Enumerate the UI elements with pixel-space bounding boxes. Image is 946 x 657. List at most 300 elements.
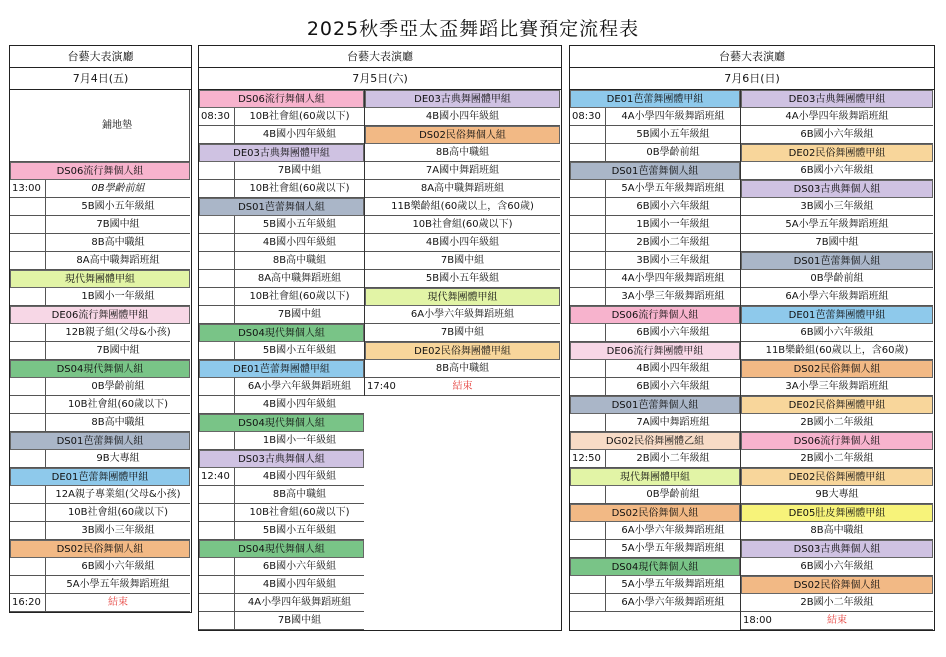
category-header: DS01芭蕾舞個人組	[10, 432, 190, 450]
group-cell: 7B國中組	[96, 345, 140, 356]
schedule-row	[365, 162, 560, 180]
schedule-row	[199, 342, 364, 360]
category-header: DS04現代舞個人組	[570, 558, 740, 576]
group-cell: 3B國小三年級組	[800, 201, 874, 212]
schedule-row	[365, 252, 560, 270]
category-header: DE01芭蕾舞團體甲組	[741, 306, 933, 324]
schedule-row	[570, 360, 740, 378]
schedule-row	[10, 504, 190, 522]
schedule-row	[199, 234, 364, 252]
group-cell: 5B國小五年級組	[425, 273, 500, 284]
group-cell: 5A小學五年級舞蹈班組	[621, 579, 725, 590]
time-divider	[605, 594, 606, 611]
schedule-row	[570, 378, 740, 396]
category-header: DS06流行舞個人組	[10, 162, 190, 180]
schedule-row	[741, 558, 933, 576]
time-divider	[45, 180, 46, 197]
schedule-row	[365, 180, 560, 198]
day1-panel	[9, 45, 192, 613]
group-cell: 10B社會組(60歲以下)	[249, 183, 350, 194]
time-divider	[45, 234, 46, 251]
schedule-row	[199, 576, 364, 594]
time-divider	[605, 234, 606, 251]
category-header: DS02民俗舞個人組	[570, 504, 740, 522]
time-divider	[45, 198, 46, 215]
schedule-row	[741, 594, 933, 612]
category-header: DE03古典舞團體甲組	[199, 144, 364, 162]
group-cell: 6A小學六年級舞蹈班組	[247, 381, 352, 392]
category-header: DE02民俗舞團體甲組	[741, 396, 933, 414]
group-cell: 7B國中組	[440, 327, 485, 338]
end-row	[365, 378, 560, 396]
schedule-row	[570, 198, 740, 216]
group-cell: 5B國小五年級組	[81, 201, 155, 212]
time-divider	[234, 594, 235, 611]
time-divider	[234, 108, 235, 125]
group-cell: 9B大專組	[815, 489, 859, 500]
schedule-row	[10, 576, 190, 594]
group-cell: 8B高中職組	[272, 255, 327, 266]
group-cell: 6A小學六年級舞蹈班組	[410, 309, 515, 320]
schedule-row	[10, 414, 190, 432]
time-divider	[234, 252, 235, 269]
group-cell: 2B國小二年級組	[800, 417, 874, 428]
day2-date: 7月5日(六)	[199, 68, 561, 90]
schedule-row	[10, 324, 190, 342]
time-divider	[45, 486, 46, 503]
schedule-row	[570, 540, 740, 558]
group-cell: 8A高中職舞蹈班組	[76, 255, 160, 266]
category-header: DS01芭蕾舞個人組	[199, 198, 364, 216]
schedule-row	[741, 522, 933, 540]
schedule-row	[10, 180, 190, 198]
category-header: DS02民俗舞個人組	[741, 576, 933, 594]
group-cell: 8B高中職組	[91, 237, 145, 248]
schedule-row	[199, 252, 364, 270]
time-divider	[234, 378, 235, 395]
category-header: DE01芭蕾舞團體甲組	[10, 468, 190, 486]
category-header: DS04現代舞個人組	[199, 540, 364, 558]
group-cell: 7B國中組	[96, 219, 140, 230]
group-cell: 12A親子專業組(父母&小孩)	[55, 489, 181, 500]
time-divider	[605, 198, 606, 215]
time-divider	[234, 180, 235, 197]
time-divider	[605, 126, 606, 143]
schedule-row	[365, 270, 560, 288]
time-divider	[234, 396, 235, 413]
schedule-row	[741, 270, 933, 288]
group-cell: 7B國中組	[815, 237, 859, 248]
day3-right-schedule	[740, 90, 933, 630]
schedule-row	[199, 612, 364, 630]
schedule-row	[741, 414, 933, 432]
group-cell: 7B國中組	[277, 165, 322, 176]
group-cell: 2B國小二年級組	[800, 597, 874, 608]
time-divider	[234, 288, 235, 305]
group-cell: 9B大專組	[96, 453, 140, 464]
schedule-row	[10, 216, 190, 234]
time-divider	[605, 522, 606, 539]
group-cell: 4A小學四年級舞蹈班組	[621, 111, 725, 122]
schedule-row	[10, 198, 190, 216]
group-cell: 8A高中職舞蹈班組	[420, 183, 505, 194]
end-label: 結束	[452, 381, 473, 392]
group-cell: 0B學齡前組	[91, 381, 145, 392]
schedule-row	[10, 450, 190, 468]
time-divider	[45, 288, 46, 305]
day3-left-schedule	[570, 90, 740, 612]
schedule-row	[741, 198, 933, 216]
group-cell: 10B社會組(60歲以下)	[67, 507, 169, 518]
group-cell: 4B國小四年級組	[262, 399, 337, 410]
group-cell: 4A小學四年級舞蹈班組	[785, 111, 889, 122]
category-header: DS06流行舞個人組	[199, 90, 364, 108]
schedule-row	[199, 180, 364, 198]
schedule-row	[570, 576, 740, 594]
group-cell: 6B國小六年級組	[800, 165, 874, 176]
category-header: DS02民俗舞個人組	[741, 360, 933, 378]
time-divider	[45, 558, 46, 575]
group-cell: 6B國小六年級組	[81, 561, 155, 572]
group-cell: 10B社會組(60歲以下)	[249, 291, 350, 302]
group-cell: 4B國小四年級組	[262, 237, 337, 248]
category-header: DS03古典舞個人組	[741, 540, 933, 558]
group-cell: 4B國小四年級組	[262, 129, 337, 140]
group-cell: 7A國中舞蹈班組	[636, 417, 710, 428]
group-cell: 10B社會組(60歲以下)	[249, 111, 350, 122]
end-row	[10, 594, 190, 612]
group-cell: 5B國小五年級組	[636, 129, 710, 140]
group-cell: 3B國小三年級組	[636, 255, 710, 266]
group-cell: 0B學齡前組	[646, 147, 700, 158]
time-divider	[605, 216, 606, 233]
group-cell: 6B國小六年級組	[800, 327, 874, 338]
schedule-row	[570, 414, 740, 432]
schedule-row	[365, 360, 560, 378]
time-divider	[45, 216, 46, 233]
schedule-row	[199, 396, 364, 414]
schedule-row	[741, 342, 933, 360]
schedule-row	[570, 288, 740, 306]
schedule-row	[570, 270, 740, 288]
category-header: DE01芭蕾舞團體甲組	[570, 90, 740, 108]
time-divider	[45, 594, 46, 611]
day3-venue: 台藝大表演廳	[570, 46, 934, 68]
category-header: DE03古典舞團體甲組	[365, 90, 560, 108]
group-cell: 8B高中職組	[91, 417, 145, 428]
time-divider	[605, 378, 606, 395]
time-divider	[605, 414, 606, 431]
schedule-row	[365, 108, 560, 126]
schedule-row	[10, 396, 190, 414]
time-divider	[45, 504, 46, 521]
time-divider	[234, 126, 235, 143]
category-header: DS01芭蕾舞個人組	[570, 396, 740, 414]
time-divider	[45, 252, 46, 269]
schedule-row	[570, 180, 740, 198]
day2-left-schedule	[199, 90, 364, 630]
schedule-row	[741, 108, 933, 126]
time-cell: 16:20	[12, 597, 41, 608]
group-cell: 4B國小四年級組	[636, 363, 710, 374]
time-divider	[234, 234, 235, 251]
schedule-row	[199, 432, 364, 450]
category-header: DS03古典舞個人組	[741, 180, 933, 198]
group-cell: 6A小學六年級舞蹈班組	[785, 291, 889, 302]
group-cell: 4B國小四年級組	[262, 471, 337, 482]
category-header: DE03古典舞團體甲組	[741, 90, 933, 108]
schedule-row	[10, 252, 190, 270]
group-cell: 0B學齡前組	[91, 183, 145, 194]
group-cell: 0B學齡前組	[810, 273, 864, 284]
group-cell: 1B國小一年級組	[81, 291, 155, 302]
schedule-row	[199, 108, 364, 126]
category-header: DS04現代舞個人組	[10, 360, 190, 378]
group-cell: 5A小學五年級舞蹈班組	[621, 543, 725, 554]
schedule-row	[570, 216, 740, 234]
group-cell: 6B國小六年級組	[800, 561, 874, 572]
time-divider	[234, 486, 235, 503]
time-divider	[234, 216, 235, 233]
end-label: 結束	[108, 597, 128, 608]
category-header: 現代舞團體甲組	[365, 288, 560, 306]
schedule-row	[741, 162, 933, 180]
time-divider	[45, 522, 46, 539]
category-header: DG02民俗舞團體乙組	[570, 432, 740, 450]
time-divider	[605, 324, 606, 341]
day1-date: 7月4日(五)	[10, 68, 191, 90]
time-cell: 18:00	[743, 615, 772, 626]
group-cell: 7B國中組	[277, 309, 322, 320]
time-divider	[605, 144, 606, 161]
schedule-row	[10, 342, 190, 360]
schedule-row	[199, 270, 364, 288]
schedule-row	[570, 108, 740, 126]
group-cell: 4B國小四年級組	[425, 237, 500, 248]
group-cell: 8B高中職組	[272, 489, 327, 500]
day3-date: 7月6日(日)	[570, 68, 934, 90]
category-header: DE02民俗舞團體甲組	[741, 144, 933, 162]
time-cell: 08:30	[572, 111, 601, 122]
schedule-row	[10, 234, 190, 252]
schedule-row	[365, 144, 560, 162]
group-cell: 12B親子組(父母&小孩)	[65, 327, 171, 338]
time-divider	[605, 180, 606, 197]
schedule-row	[199, 558, 364, 576]
group-cell: 6B國小六年級組	[800, 129, 874, 140]
group-cell: 11B樂齡組(60歲以上，含60歲)	[391, 201, 534, 212]
group-cell: 1B國小一年級組	[262, 435, 337, 446]
time-divider	[45, 396, 46, 413]
group-cell: 5B國小五年級組	[262, 219, 337, 230]
schedule-row	[365, 324, 560, 342]
group-cell: 4A小學四年級舞蹈班組	[621, 273, 725, 284]
schedule-row	[199, 486, 364, 504]
group-cell: 11B樂齡組(60歲以上，含60歲)	[765, 345, 909, 356]
time-divider	[234, 576, 235, 593]
category-header: DS06流行舞個人組	[570, 306, 740, 324]
group-cell: 0B學齡前組	[646, 489, 700, 500]
group-cell: 6B國小六年級組	[262, 561, 337, 572]
schedule-row	[365, 306, 560, 324]
group-cell: 6B國小六年級組	[636, 381, 710, 392]
time-cell: 13:00	[12, 183, 41, 194]
time-divider	[605, 450, 606, 467]
group-cell: 6B國小六年級組	[636, 201, 710, 212]
time-cell: 12:50	[572, 453, 601, 464]
category-header: 現代舞團體甲組	[570, 468, 740, 486]
day2-venue: 台藝大表演廳	[199, 46, 561, 68]
group-cell: 7B國中組	[440, 255, 485, 266]
schedule-row	[570, 126, 740, 144]
time-divider	[234, 162, 235, 179]
day1-schedule	[10, 90, 190, 612]
category-header: DS02民俗舞個人組	[10, 540, 190, 558]
schedule-row	[199, 594, 364, 612]
group-cell: 7A國中舞蹈班組	[425, 165, 500, 176]
schedule-row	[570, 450, 740, 468]
time-divider	[605, 360, 606, 377]
schedule-row	[741, 324, 933, 342]
schedule-row	[741, 216, 933, 234]
time-divider	[45, 324, 46, 341]
category-header: DS06流行舞個人組	[741, 432, 933, 450]
group-cell: 8B高中職組	[435, 147, 490, 158]
group-cell: 4B國小四年級組	[425, 111, 500, 122]
group-cell: 6B國小六年級組	[636, 327, 710, 338]
time-cell: 08:30	[201, 111, 230, 122]
category-header: 現代舞團體甲組	[10, 270, 190, 288]
group-cell: 5A小學五年級舞蹈班組	[621, 183, 725, 194]
time-divider	[605, 108, 606, 125]
schedule-row	[199, 522, 364, 540]
category-header: DS01芭蕾舞個人組	[570, 162, 740, 180]
day2-panel	[198, 45, 562, 631]
schedule-row	[741, 288, 933, 306]
group-cell: 10B社會組(60歲以下)	[412, 219, 513, 230]
schedule-row	[199, 468, 364, 486]
category-header: DS04現代舞個人組	[199, 324, 364, 342]
time-divider	[234, 504, 235, 521]
page-title: 2025秋季亞太盃舞蹈比賽預定流程表	[306, 18, 640, 40]
time-divider	[234, 342, 235, 359]
time-divider	[234, 558, 235, 575]
schedule-row	[365, 234, 560, 252]
schedule-row	[570, 234, 740, 252]
schedule-row	[10, 378, 190, 396]
schedule-row	[570, 144, 740, 162]
schedule-row	[365, 198, 560, 216]
group-cell: 10B社會組(60歲以下)	[249, 507, 350, 518]
schedule-row	[570, 252, 740, 270]
time-divider	[605, 288, 606, 305]
group-cell: 6A小學六年級舞蹈班組	[621, 525, 725, 536]
schedule-row	[741, 126, 933, 144]
floor-mat-note: 鋪地墊	[45, 90, 190, 162]
time-divider	[45, 450, 46, 467]
category-header: DE01芭蕾舞團體甲組	[199, 360, 364, 378]
day2-right-schedule	[364, 90, 560, 396]
schedule-row	[570, 324, 740, 342]
schedule-row	[199, 288, 364, 306]
schedule-row	[10, 522, 190, 540]
time-divider	[234, 612, 235, 629]
schedule-row	[199, 162, 364, 180]
time-divider	[45, 342, 46, 359]
time-divider	[605, 270, 606, 287]
time-cell: 17:40	[367, 381, 396, 392]
time-divider	[45, 576, 46, 593]
category-header: DS03古典舞個人組	[199, 450, 364, 468]
schedule-row	[365, 216, 560, 234]
group-cell: 8B高中職組	[435, 363, 490, 374]
group-cell: 3A小學三年級舞蹈班組	[785, 381, 889, 392]
group-cell: 4A小學四年級舞蹈班組	[247, 597, 352, 608]
time-divider	[605, 576, 606, 593]
time-divider	[605, 540, 606, 557]
group-cell: 2B國小二年級組	[636, 237, 710, 248]
schedule-row	[199, 126, 364, 144]
end-row	[741, 612, 933, 630]
category-header: DS01芭蕾舞個人組	[741, 252, 933, 270]
group-cell: 10B社會組(60歲以下)	[67, 399, 169, 410]
time-divider	[45, 378, 46, 395]
schedule-row	[199, 306, 364, 324]
schedule-row	[570, 594, 740, 612]
schedule-row	[570, 486, 740, 504]
schedule-row	[199, 216, 364, 234]
group-cell: 8B高中職組	[810, 525, 864, 536]
schedule-row	[199, 504, 364, 522]
group-cell: 7B國中組	[277, 615, 322, 626]
group-cell: 1B國小一年級組	[636, 219, 710, 230]
time-divider	[234, 306, 235, 323]
group-cell: 4B國小四年級組	[262, 579, 337, 590]
time-divider	[605, 486, 606, 503]
category-header: DE02民俗舞團體甲組	[741, 468, 933, 486]
day1-venue: 台藝大表演廳	[10, 46, 191, 68]
category-header: DE06流行舞團體甲組	[570, 342, 740, 360]
schedule-row	[741, 378, 933, 396]
schedule-row	[741, 450, 933, 468]
time-divider	[234, 432, 235, 449]
end-label: 結束	[827, 615, 847, 626]
category-header: DE05肚皮舞團體甲組	[741, 504, 933, 522]
category-header: DE02民俗舞團體甲組	[365, 342, 560, 360]
group-cell: 3B國小三年級組	[81, 525, 155, 536]
schedule-row	[741, 486, 933, 504]
schedule-row	[199, 378, 364, 396]
schedule-row	[10, 288, 190, 306]
time-divider	[234, 522, 235, 539]
schedule-row	[10, 486, 190, 504]
group-cell: 2B國小二年級組	[636, 453, 710, 464]
schedule-row	[741, 234, 933, 252]
group-cell: 5A小學五年級舞蹈班組	[785, 219, 889, 230]
time-divider	[45, 414, 46, 431]
group-cell: 5B國小五年級組	[262, 525, 337, 536]
schedule-row	[10, 558, 190, 576]
day1-rows	[10, 162, 190, 612]
schedule-row	[570, 522, 740, 540]
group-cell: 2B國小二年級組	[800, 453, 874, 464]
group-cell: 8A高中職舞蹈班組	[257, 273, 342, 284]
group-cell: 6A小學六年級舞蹈班組	[621, 597, 725, 608]
time-divider	[605, 252, 606, 269]
time-divider	[234, 468, 235, 485]
time-divider	[234, 270, 235, 287]
time-cell: 12:40	[201, 471, 230, 482]
